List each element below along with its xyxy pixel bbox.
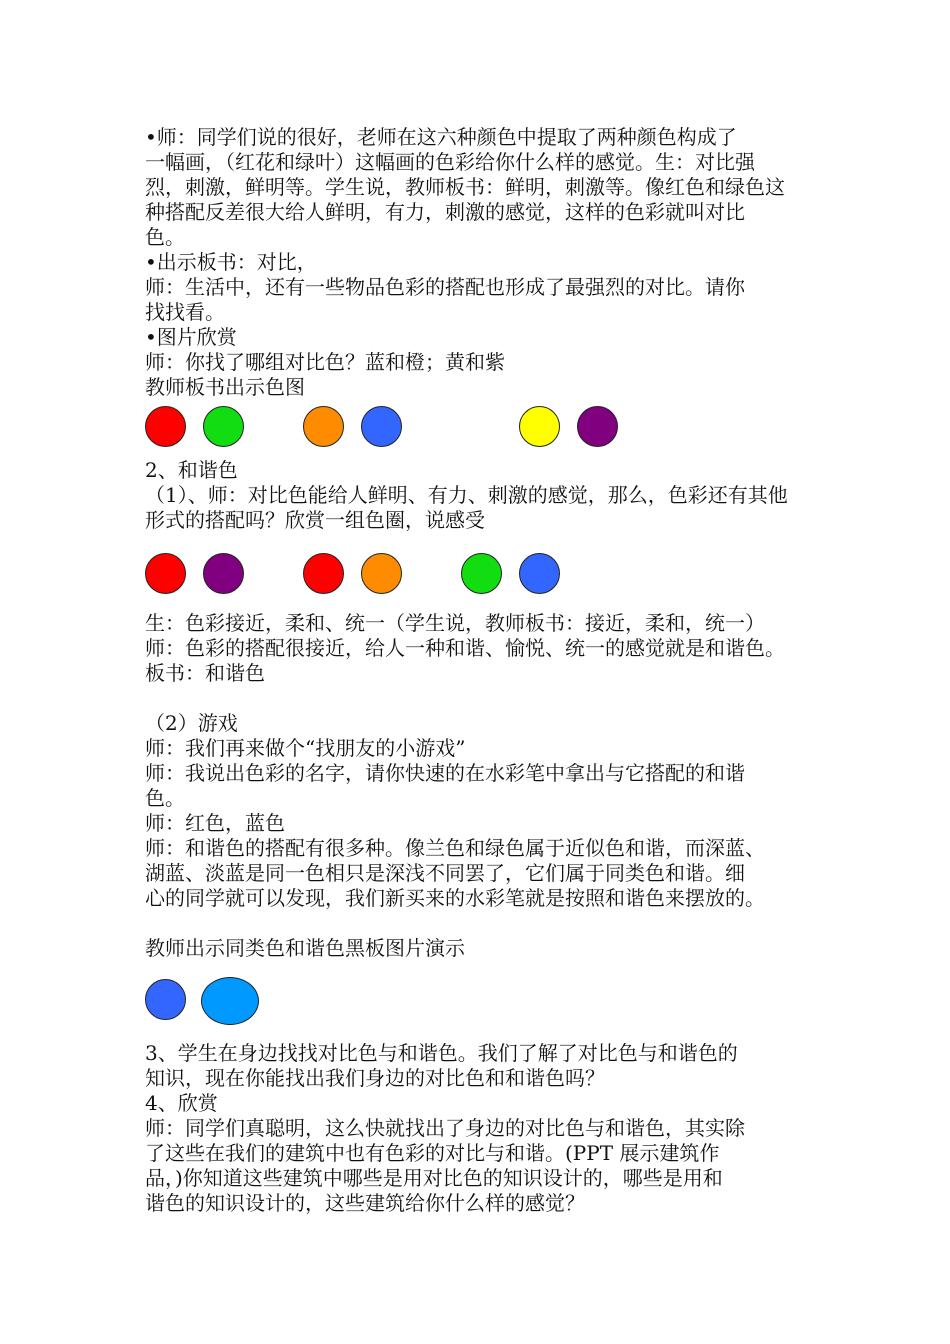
text-line: （1）、师：对比色能给人鲜明、有力、刺激的感觉，那么，色彩还有其他 (145, 483, 788, 507)
circle-light-blue (201, 977, 259, 1025)
text-line: 教师板书出示色图 (145, 375, 305, 399)
text-line: 师：生活中，还有一些物品色彩的搭配也形成了最强烈的对比。请你 (145, 275, 745, 299)
text-line: 找找看。 (145, 300, 225, 324)
section-heading: （2）游戏 (145, 711, 238, 735)
text-line: 烈，刺激，鲜明等。学生说，教师板书：鲜明，刺激等。像红色和绿色这 (145, 175, 785, 199)
text-line: 师：同学们真聪明，这么快就找出了身边的对比色与和谐色，其实除 (145, 1116, 745, 1140)
text-line: •出示板书：对比， (145, 250, 317, 274)
circle-green (461, 553, 502, 594)
contrast-color-circles (145, 404, 825, 454)
section-harmony-summary (145, 611, 825, 686)
text-line: 知识，现在你能找出我们身边的对比色和和谐色吗？ (145, 1066, 605, 1090)
circle-blue (145, 979, 186, 1020)
text-line: 种搭配反差很大给人鲜明，有力，刺激的感觉，这样的色彩就叫对比 (145, 200, 745, 224)
section-contrast (145, 125, 825, 400)
text-line: 生：色彩接近，柔和、统一（学生说，教师板书：接近，柔和，统一） (145, 611, 765, 635)
section-harmony (145, 458, 825, 533)
text-line: 谐色的知识设计的，这些建筑给你什么样的感觉？ (145, 1191, 585, 1215)
circle-orange (303, 406, 344, 447)
text-line: •图片欣赏 (145, 325, 237, 349)
circle-red (145, 406, 186, 447)
circle-orange (361, 553, 402, 594)
circle-blue (361, 406, 402, 447)
text-line: 教师出示同类色和谐色黑板图片演示 (145, 936, 465, 960)
text-line: 师：色彩的搭配很接近，给人一种和谐、愉悦、统一的感觉就是和谐色。 (145, 636, 785, 660)
text-line: 师：我们再来做个“找朋友的小游戏” (145, 736, 466, 760)
text-line: 品，)你知道这些建筑中哪些是用对比色的知识设计的，哪些是用和 (145, 1166, 723, 1190)
text-line: 了这些在我们的建筑中也有色彩的对比与和谐。(PPT 展示建筑作 (145, 1141, 720, 1165)
circle-yellow (519, 406, 560, 447)
section-demo (145, 936, 825, 961)
circle-red (145, 553, 186, 594)
text-line: 师：我说出色彩的名字，请你快速的在水彩笔中拿出与它搭配的和谐 (145, 761, 745, 785)
section-heading: 4、欣赏 (145, 1091, 218, 1115)
circle-blue (519, 553, 560, 594)
circle-purple (577, 406, 618, 447)
text-line: 师：红色，蓝色 (145, 811, 285, 835)
text-line: 形式的搭配吗？欣赏一组色圈，说感受 (145, 508, 485, 532)
text-line: 师：你找了哪组对比色？蓝和橙；黄和紫 (145, 350, 505, 374)
similar-color-circles (145, 977, 825, 1027)
section-game (145, 711, 825, 911)
text-line: 3、学生在身边找找对比色与和谐色。我们了解了对比色与和谐色的 (145, 1041, 738, 1065)
circle-red (303, 553, 344, 594)
text-line: 色。 (145, 786, 185, 810)
text-line: 一幅画，（红花和绿叶）这幅画的色彩给你什么样的感觉。生：对比强 (145, 150, 755, 174)
section-heading: 2、和谐色 (145, 458, 238, 482)
text-line: 色。 (145, 225, 185, 249)
text-line: 心的同学就可以发现，我们新买来的水彩笔就是按照和谐色来摆放的。 (145, 886, 765, 910)
circle-purple (203, 553, 244, 594)
circle-green (203, 406, 244, 447)
text-line: 板书：和谐色 (145, 661, 265, 685)
document-page (145, 125, 825, 1216)
text-line: 师：和谐色的搭配有很多种。像兰色和绿色属于近似色和谐，而深蓝、 (145, 836, 765, 860)
text-line: 湖蓝、淡蓝是同一色相只是深浅不同罢了，它们属于同类色和谐。细 (145, 861, 745, 885)
text-line: •师：同学们说的很好，老师在这六种颜色中提取了两种颜色构成了 (145, 125, 737, 149)
section-find-and-appreciate (145, 1041, 825, 1216)
harmony-color-circles (145, 551, 825, 601)
